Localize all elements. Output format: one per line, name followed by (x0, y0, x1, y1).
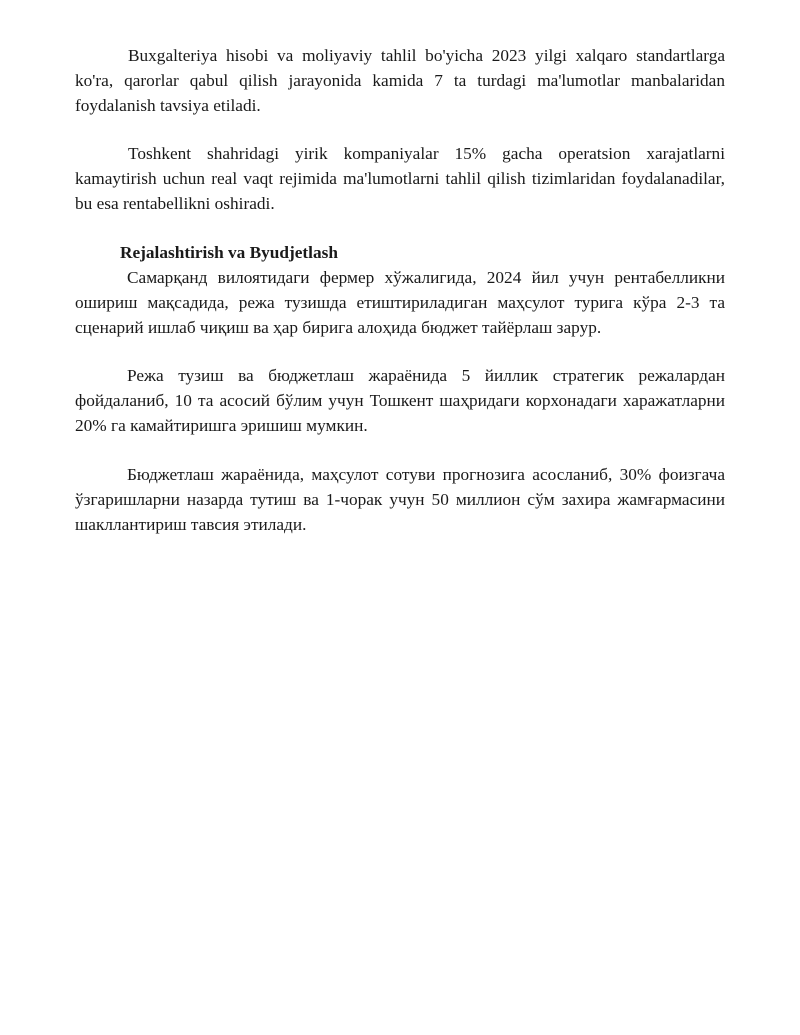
paragraph-spacer (75, 118, 725, 141)
paragraph-standards: Buxgalteriya hisobi va moliyaviy tahlil bo'yicha 2023 yilgi xalqaro standartlarga ko'ra, qarorlar qabul qilish jarayonida kamida 7 ta turdagi ma'lumotlar manbalaridan foydalanish tavsiya etiladi. (75, 46, 725, 115)
paragraph-tashkent-companies: Toshkent shahridagi yirik kompaniyalar 15% gacha operatsion xarajatlarni kamaytirish uchun real vaqt rejimida ma'lumotlarni tahlil qilish tizimlaridan foydalanadilar, bu esa rentabellikni oshiradi. (75, 144, 725, 213)
document-page (75, 43, 725, 537)
paragraph-spacer (75, 340, 725, 363)
paragraph-samarkand-farm: Самарқанд вилоятидаги фермер хўжалигида, 2024 йил учун рентабелликни ошириш мақсадида, режа тузишда етиштириладиган маҳсулот турига кўра 2-3 та сценарий ишлаб чиқиш ва ҳар бирига алоҳида бюджет тайёрлаш зарур. (75, 268, 725, 337)
section-heading: Rejalashtirish va Byudjetlash (120, 243, 338, 262)
paragraph-strategic-plans: Режа тузиш ва бюджетлаш жараёнида 5 йиллик стратегик режалардан фойдаланиб, 10 та асосий бўлим учун Тошкент шаҳридаги корхонадаги харажатларни 20% га камайтиришга эришиш мумкин. (75, 366, 725, 435)
section-spacer (75, 216, 725, 240)
paragraph-spacer (75, 438, 725, 462)
paragraph-budget-reserve: Бюджетлаш жараёнида, маҳсулот сотуви прогнозига асосланиб, 30% фоизгача ўзгаришларни назарда тутиш ва 1-чорак учун 50 миллион сўм захира жамғармасини шакллантириш тавсия этилади. (75, 465, 725, 534)
